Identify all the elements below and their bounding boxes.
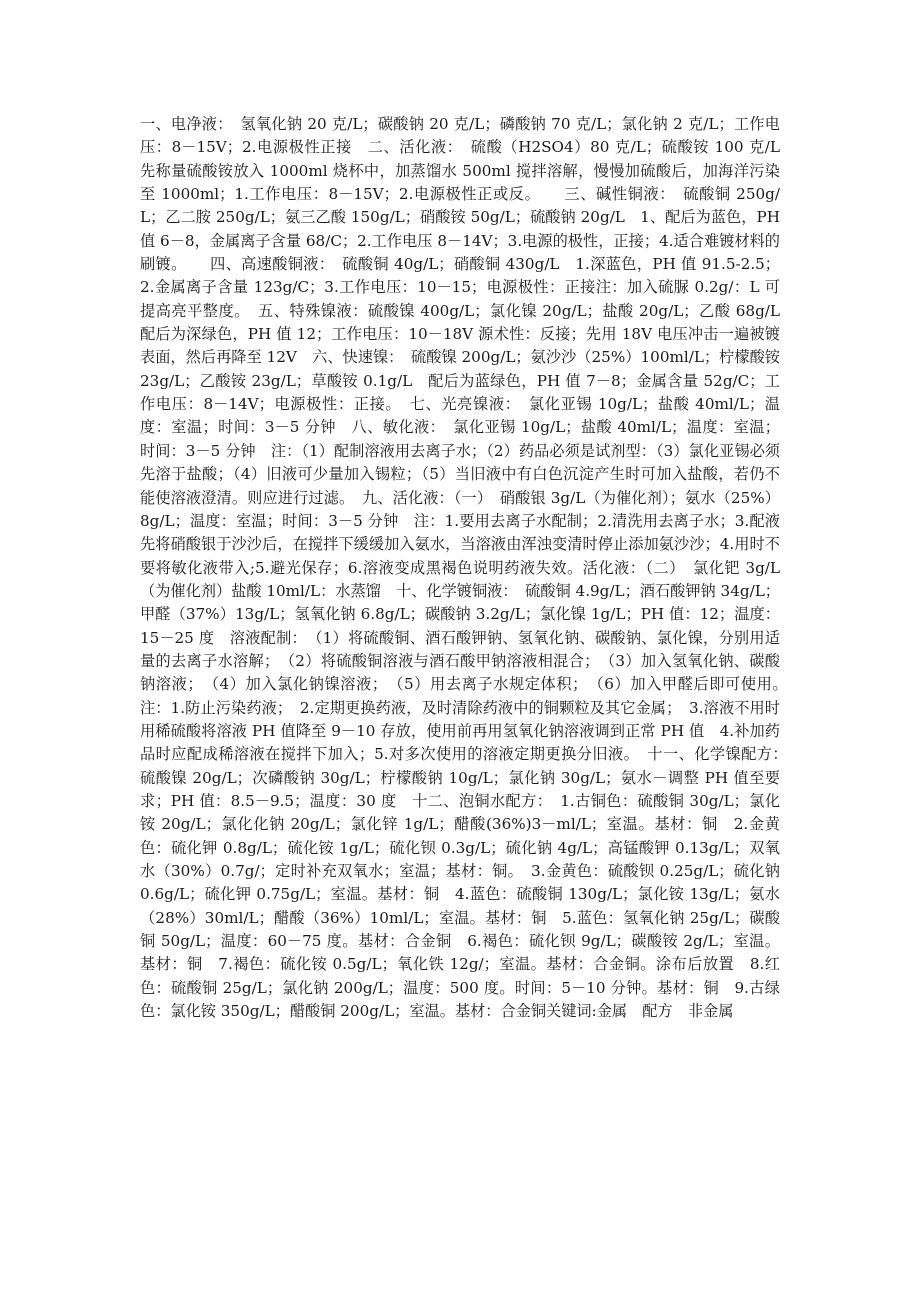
- body-paragraph: 一、电净液： 氢氧化钠 20 克/L；碳酸钠 20 克/L；磷酸钠 70 克/L；氯化钠 2 克/L；工作电压：8－15V；2.电源极性正接 二、活化液： 硫酸（H2SO4）80 克/L；硫酸铵 100 克/L 先称量硫酸铵放入 1000ml 烧杯中，加蒸馏水 500ml 搅拌溶解，慢慢加硫酸后，加海洋污染至 1000ml；1.工作电压：8－15V；2.电源极性正或反。 三、碱性铜液： 硫酸铜 250g/L；乙二胺 250g/L；氨三乙酸 150g/L；硝酸铵 50g/L；硫酸钠 20g/L 1、配后为蓝色，PH 值 6－8，金属离子含量 68/C；2.工作电压 8－14V；3.电源的极性，正接；4.适合难镀材料的刷镀。 四、高速酸铜液： 硫酸铜 40g/L；硝酸铜 430g/L 1.深蓝色，PH 值 91.5-2.5；2.金属离子含量 123g/C；3.工作电压：10－15；电源极性：正接注：加入硫脲 0.2g/：L 可提高亮平整度。 五、特殊镍液：硫酸镍 400g/L；氯化镍 20g/L；盐酸 20g/L；乙酸 68g/L 配后为深绿色，PH 值 12；工作电压：10－18V 源术性：反接；先用 18V 电压冲击一遍被镀表面，然后再降至 12V 六、快速镍： 硫酸镍 200g/L；氨沙沙（25%）100ml/L；柠檬酸铵 23g/L；乙酸铵 23g/L；草酸铵 0.1g/L 配后为蓝绿色，PH 值 7－8；金属含量 52g/C；工作电压：8－14V；电源极性：正接。 七、光亮镍液： 氯化亚锡 10g/L；盐酸 40ml/L；温度：室温；时间：3－5 分钟 八、敏化液： 氯化亚锡 10g/L；盐酸 40ml/L；温度：室温；时间：3－5 分钟 注：（1）配制溶液用去离子水；（2）药品必须是试剂型：（3）氯化亚锡必须先溶于盐酸；（4）旧液可少量加入锡粒；（5）当旧液中有白色沉淀产生时可加入盐酸，若仍不能使溶液澄清。则应进行过滤。 九、活化液：（一） 硝酸银 3g/L（为催化剂）；氨水（25%）8g/L；温度：室温；时间：3－5 分钟 注：1.要用去离子水配制；2.清洗用去离子水；3.配液先将硝酸银于沙沙后，在搅拌下缓缓加入氨水，当溶液由浑浊变清时停止添加氨沙沙；4.用时不要将敏化液带入;5.避光保存；6.溶液变成黑褐色说明药液失效。活化液：（二） 氯化钯 3g/L（为催化剂）盐酸 10ml/L：水蒸馏 十、化学镀铜液： 硫酸铜 4.9g/L；酒石酸钾钠 34g/L；甲醛（37%）13g/L；氢氧化钠 6.8g/L；碳酸钠 3.2g/L；氯化镍 1g/L；PH 值：12；温度：15－25 度 溶液配制： （1）将硫酸铜、酒石酸钾钠、氢氧化钠、碳酸钠、氯化镍，分别用适量的去离子水溶解； （2）将硫酸铜溶液与酒石酸甲钠溶液相混合； （3）加入氢氧化钠、碳酸钠溶液； （4）加入氯化钠镍溶液； （5）用去离子水规定体积； （6）加入甲醛后即可使用。 注：1.防止污染药液； 2.定期更换药液，及时清除药液中的铜颗粒及其它金属； 3.溶液不用时用稀硫酸将溶液 PH 值降至 9－10 存放，使用前再用氢氧化钠溶液调到正常 PH 值 4.补加药品时应配成稀溶液在搅拌下加入；5.对多次使用的溶液定期更换分旧液。 十一、化学镍配方： 硫酸镍 20g/L；次磷酸钠 30g/L；柠檬酸钠 10g/L；氯化钠 30g/L；氨水－调整 PH 值至要求；PH 值：8.5－9.5；温度：30 度 十二、泡铜水配方： 1.古铜色：硫酸铜 30g/L；氯化铵 20g/L；氯化化钠 20g/L；氯化锌 1g/L；醋酸(36%)3－ml/L；室温。基材：铜 2.金黄色：硫化钾 0.8g/L；硫化铵 1g/L；硫化钡 0.3g/L；硫化钠 4g/L；高锰酸钾 0.13g/L；双氧水（30%）0.7g/；定时补充双氧水；室温；基材：铜。 3.金黄色：硫酸钡 0.25g/L；硫化钠 0.6g/L；硫化钾 0.75g/L；室温。基材：铜 4.蓝色：硫酸铜 130g/L；氯化铵 13g/L；氨水（28%）30ml/L；醋酸（36%）10ml/L；室温。基材：铜 5.蓝色：氢氧化钠 25g/L；碳酸铜 50g/L；温度：60－75 度。基材：合金铜 6.褐色：硫化钡 9g/L；碳酸铵 2g/L；室温。基材：铜 7.褐色：硫化铵 0.5g/L；氧化铁 12g/；室温。基材：合金铜。涂布后放置 8.红色：硫酸铜 25g/L；氯化钠 200g/L；温度：500 度。时间：5－10 分钟。基材：铜 9.古绿色：氯化铵 350g/L；醋酸铜 200g/L；室温。基材：合金铜关键词:金属 配方 非金属: [140, 115, 796, 1021]
- document-body: [140, 113, 796, 1023]
